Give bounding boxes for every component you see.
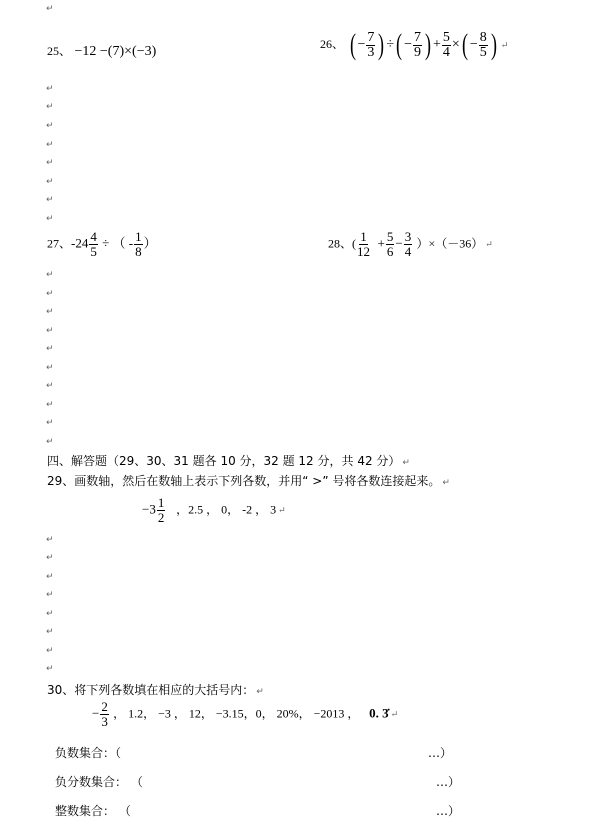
paragraph-mark bbox=[46, 344, 54, 354]
paragraph-mark bbox=[46, 4, 54, 14]
paragraph-mark bbox=[46, 214, 54, 224]
fraction: $\frac{8}{5}$ bbox=[479, 29, 487, 60]
set-negative-fraction: 负分数集合： （ bbox=[55, 775, 143, 789]
number-list-30: − $\frac{2}{3}$ ， 1.2， −3 ， 12， −3.15，0， 20%， −2013 ， 0. 3̇↵ bbox=[92, 700, 398, 729]
set-negative-fraction-end: …） bbox=[436, 775, 461, 789]
fraction: $\frac{1}{8}$ bbox=[135, 229, 142, 259]
question-30: 30、将下列各数填在相应的大括号内：↵ bbox=[47, 681, 264, 698]
paragraph-mark bbox=[46, 195, 54, 205]
paragraph-mark bbox=[46, 572, 54, 582]
paragraph-mark bbox=[46, 326, 54, 336]
paragraph-mark bbox=[46, 177, 54, 187]
fraction: $\frac{4}{5}$ bbox=[90, 229, 97, 259]
fraction: $\frac{1}{2}$ bbox=[157, 495, 165, 525]
set-integer: 整数集合： （ bbox=[55, 804, 131, 818]
paragraph-mark bbox=[46, 400, 54, 410]
fraction: $\frac{1}{12}$ bbox=[357, 229, 370, 259]
paragraph-mark bbox=[46, 418, 54, 428]
paragraph-mark bbox=[46, 140, 54, 150]
problem-number: 25、 bbox=[47, 44, 72, 58]
paragraph-mark bbox=[46, 363, 54, 373]
paragraph-mark bbox=[46, 609, 54, 619]
set-integer-end: …） bbox=[436, 804, 461, 818]
fraction: $\frac{7}{9}$ bbox=[414, 29, 422, 60]
paragraph-mark bbox=[46, 102, 54, 112]
problem-25 bbox=[47, 42, 156, 60]
paragraph-mark bbox=[46, 590, 54, 600]
expression: −12 −(7)×(−3) bbox=[74, 44, 157, 59]
problem-number: 28、( bbox=[328, 236, 356, 251]
paragraph-mark bbox=[501, 40, 509, 50]
paragraph-mark bbox=[485, 239, 493, 249]
problem-number: 27、 bbox=[47, 236, 72, 251]
paragraph-mark bbox=[46, 121, 54, 131]
paragraph-mark bbox=[46, 158, 54, 168]
paragraph-mark bbox=[46, 381, 54, 391]
set-negative: 负数集合：（ bbox=[55, 746, 122, 760]
paragraph-mark bbox=[46, 437, 54, 447]
section-heading: 四、解答题（29、30、31 题各 10 分，32 题 12 分，共 42 分）↵ bbox=[47, 452, 410, 469]
paragraph-mark bbox=[46, 646, 54, 656]
paragraph-mark bbox=[46, 664, 54, 674]
fraction: $\frac{5}{4}$ bbox=[442, 29, 450, 60]
problem-28: 28、( $\frac{1}{12}$ + $\frac{5}{6}$ − $\frac{3}{4}$ ）×（－36）↵ bbox=[328, 230, 493, 259]
paragraph-mark bbox=[46, 270, 54, 280]
problem-number: 26、 bbox=[320, 37, 345, 52]
number-list-29: −3 $\frac{1}{2}$ ，2.5 ， 0， -2 ， 3↵ bbox=[142, 496, 286, 525]
paragraph-mark bbox=[46, 553, 54, 563]
paragraph-mark bbox=[46, 84, 54, 94]
paragraph-mark bbox=[46, 289, 54, 299]
paragraph-mark bbox=[46, 627, 54, 637]
problem-27: 27、-24 $\frac{4}{5}$ ÷ （ - $\frac{1}{8}$ ） bbox=[47, 229, 157, 259]
paragraph-mark bbox=[46, 307, 54, 317]
paragraph-mark bbox=[46, 535, 54, 545]
question-29: 29、画数轴，然后在数轴上表示下列各数，并用“ >” 号将各数连接起来。↵ bbox=[47, 472, 450, 489]
set-negative-end: …） bbox=[428, 746, 453, 760]
fraction: $\frac{5}{6}$ bbox=[386, 229, 394, 259]
fraction: $\frac{3}{4}$ bbox=[404, 229, 412, 259]
fraction: $\frac{7}{3}$ bbox=[367, 29, 375, 60]
problem-26: 26、 ( − $\frac{7}{3}$ ) ÷( − $\frac{7}{9}$ ) + $\frac{5}{4}$ ×( − $\frac{8}{5}$ )↵ bbox=[320, 30, 508, 60]
fraction: $\frac{2}{3}$ bbox=[101, 699, 108, 729]
